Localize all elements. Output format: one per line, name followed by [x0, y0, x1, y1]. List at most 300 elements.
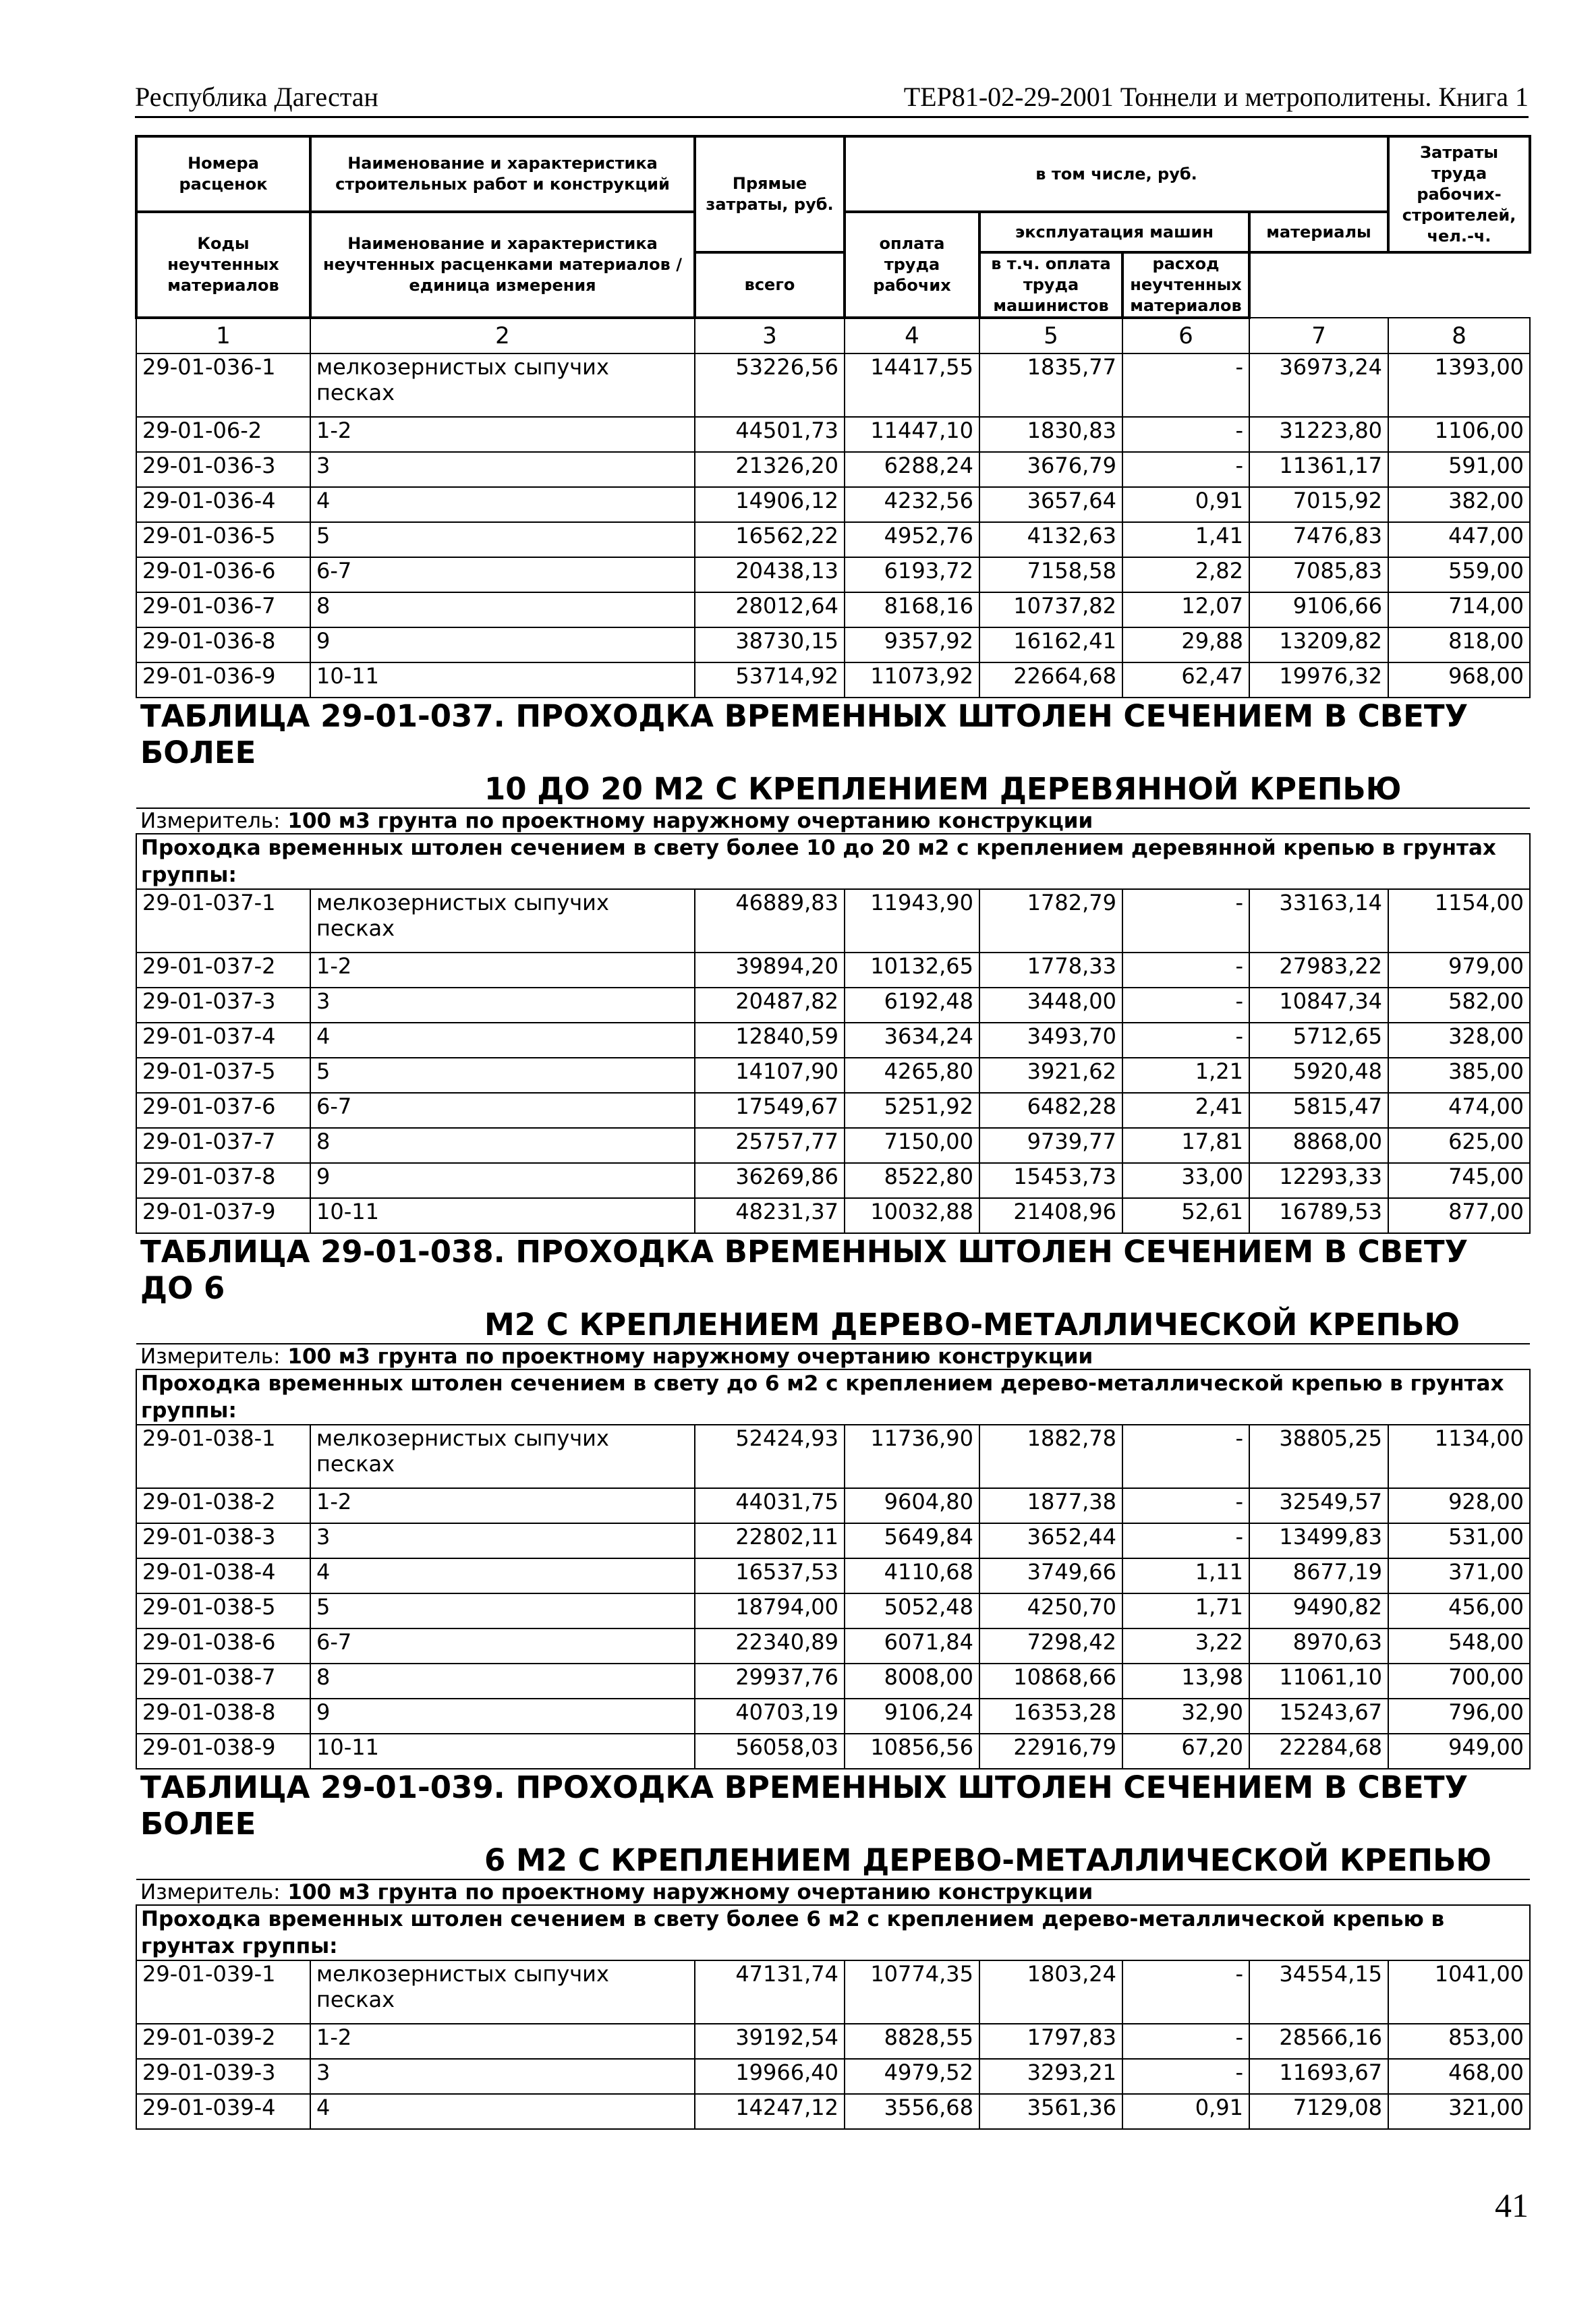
direct-costs-cell: 16562,22 — [695, 522, 845, 557]
worker-pay-cell: 9357,92 — [845, 627, 979, 662]
direct-costs-cell: 53714,92 — [695, 662, 845, 698]
table-row — [136, 417, 1530, 452]
labor-costs-cell: 928,00 — [1388, 1488, 1530, 1523]
operator-pay-cell: - — [1122, 1488, 1249, 1523]
section-description-row — [136, 1905, 1530, 1960]
worker-pay-cell: 8522,80 — [845, 1163, 979, 1198]
rate-code-cell: 29-01-037-6 — [136, 1093, 310, 1128]
header-total: всего — [695, 252, 845, 318]
table-title-row — [136, 1233, 1530, 1344]
column-number: 4 — [845, 318, 979, 353]
direct-costs-cell: 53226,56 — [695, 353, 845, 417]
section-description-text: Проходка временных штолен сечением в свету до 6 м2 с креплением дерево-металлической крепью в грунтах группы: — [141, 1371, 1504, 1423]
labor-costs-cell: 456,00 — [1388, 1593, 1530, 1628]
machines-total-cell: 3921,62 — [979, 1058, 1122, 1093]
table-title-line: ТАБЛИЦА 29-01-038. ПРОХОДКА ВРЕМЕННЫХ ШТОЛЕН СЕЧЕНИЕМ В СВЕТУ ДО 6 — [140, 1234, 1469, 1306]
direct-costs-cell: 12840,59 — [695, 1023, 845, 1058]
labor-costs-cell: 745,00 — [1388, 1163, 1530, 1198]
measurement-label: Измеритель: — [140, 809, 281, 833]
operator-pay-cell: 33,00 — [1122, 1163, 1249, 1198]
table-title-line: 6 М2 С КРЕПЛЕНИЕМ ДЕРЕВО-МЕТАЛЛИЧЕСКОЙ КРЕПЬЮ — [484, 1842, 1492, 1878]
operator-pay-cell: 0,91 — [1122, 487, 1249, 522]
operator-pay-cell: - — [1122, 889, 1249, 953]
operator-pay-cell: - — [1122, 1023, 1249, 1058]
table-row — [136, 627, 1530, 662]
labor-costs-cell: 818,00 — [1388, 627, 1530, 662]
table-row — [136, 1699, 1530, 1734]
table-body — [136, 353, 1530, 2129]
header-work-name: Наименование и характеристика строительных работ и конструкций — [310, 136, 695, 212]
worker-pay-cell: 11447,10 — [845, 417, 979, 452]
section-description-row — [136, 834, 1530, 889]
header-material-consumption: расход неучтенных материалов — [1122, 252, 1249, 318]
worker-pay-cell: 8008,00 — [845, 1664, 979, 1699]
worker-pay-cell: 8168,16 — [845, 592, 979, 627]
machines-total-cell: 3561,36 — [979, 2094, 1122, 2129]
material-consumption-cell: 5920,48 — [1249, 1058, 1388, 1093]
labor-costs-cell: 474,00 — [1388, 1093, 1530, 1128]
labor-costs-cell: 1393,00 — [1388, 353, 1530, 417]
rate-code-cell: 29-01-036-7 — [136, 592, 310, 627]
table-row — [136, 1523, 1530, 1558]
direct-costs-cell: 14906,12 — [695, 487, 845, 522]
worker-pay-cell: 6288,24 — [845, 452, 979, 487]
machines-total-cell: 9739,77 — [979, 1128, 1122, 1163]
column-number: 7 — [1249, 318, 1388, 353]
worker-pay-cell: 5052,48 — [845, 1593, 979, 1628]
machines-total-cell: 1830,83 — [979, 417, 1122, 452]
operator-pay-cell: 2,41 — [1122, 1093, 1249, 1128]
work-name-cell: 4 — [310, 487, 695, 522]
worker-pay-cell: 7150,00 — [845, 1128, 979, 1163]
rate-code-cell: 29-01-036-5 — [136, 522, 310, 557]
work-name-cell: 3 — [310, 988, 695, 1023]
measurement-unit-row — [136, 1344, 1530, 1369]
material-consumption-cell: 11061,10 — [1249, 1664, 1388, 1699]
labor-costs-cell: 877,00 — [1388, 1198, 1530, 1233]
labor-costs-cell: 371,00 — [1388, 1558, 1530, 1593]
table-row — [136, 889, 1530, 953]
column-number: 6 — [1122, 318, 1249, 353]
operator-pay-cell: 0,91 — [1122, 2094, 1249, 2129]
work-name-cell: 3 — [310, 1523, 695, 1558]
worker-pay-cell: 5251,92 — [845, 1093, 979, 1128]
table-title-row — [136, 698, 1530, 808]
machines-total-cell: 1882,78 — [979, 1425, 1122, 1488]
direct-costs-cell: 17549,67 — [695, 1093, 845, 1128]
operator-pay-cell: - — [1122, 988, 1249, 1023]
rate-code-cell: 29-01-037-2 — [136, 953, 310, 988]
labor-costs-cell: 700,00 — [1388, 1664, 1530, 1699]
labor-costs-cell: 468,00 — [1388, 2059, 1530, 2094]
worker-pay-cell: 6192,48 — [845, 988, 979, 1023]
machines-total-cell: 1782,79 — [979, 889, 1122, 953]
direct-costs-cell: 39894,20 — [695, 953, 845, 988]
labor-costs-cell: 796,00 — [1388, 1699, 1530, 1734]
operator-pay-cell: 1,41 — [1122, 522, 1249, 557]
operator-pay-cell: 13,98 — [1122, 1664, 1249, 1699]
material-consumption-cell: 22284,68 — [1249, 1734, 1388, 1769]
labor-costs-cell: 385,00 — [1388, 1058, 1530, 1093]
table-row — [136, 1128, 1530, 1163]
material-consumption-cell: 31223,80 — [1249, 417, 1388, 452]
material-consumption-cell: 33163,14 — [1249, 889, 1388, 953]
machines-total-cell: 4250,70 — [979, 1593, 1122, 1628]
machines-total-cell: 7158,58 — [979, 557, 1122, 592]
rate-code-cell: 29-01-039-1 — [136, 1960, 310, 2024]
machines-total-cell: 10737,82 — [979, 592, 1122, 627]
operator-pay-cell: 1,21 — [1122, 1058, 1249, 1093]
rate-code-cell: 29-01-038-4 — [136, 1558, 310, 1593]
table-row — [136, 1488, 1530, 1523]
measurement-label: Измеритель: — [140, 1344, 281, 1369]
labor-costs-cell: 1154,00 — [1388, 889, 1530, 953]
measurement-value: 100 м3 грунта по проектному наружному очертанию конструкции — [287, 1880, 1093, 1904]
table-row — [136, 353, 1530, 417]
material-consumption-cell: 19976,32 — [1249, 662, 1388, 698]
table-title-line: М2 С КРЕПЛЕНИЕМ ДЕРЕВО-МЕТАЛЛИЧЕСКОЙ КРЕПЬЮ — [484, 1307, 1460, 1342]
column-number: 1 — [136, 318, 310, 353]
table-row — [136, 1558, 1530, 1593]
work-name-cell: 8 — [310, 592, 695, 627]
header-machines: эксплуатация машин — [979, 212, 1249, 252]
direct-costs-cell: 40703,19 — [695, 1699, 845, 1734]
table-row — [136, 953, 1530, 988]
work-name-cell: 5 — [310, 1593, 695, 1628]
machines-total-cell: 10868,66 — [979, 1664, 1122, 1699]
material-consumption-cell: 12293,33 — [1249, 1163, 1388, 1198]
direct-costs-cell: 18794,00 — [695, 1593, 845, 1628]
rate-code-cell: 29-01-037-4 — [136, 1023, 310, 1058]
material-consumption-cell: 7476,83 — [1249, 522, 1388, 557]
machines-total-cell: 4132,63 — [979, 522, 1122, 557]
table-header — [136, 136, 1530, 353]
material-consumption-cell: 5712,65 — [1249, 1023, 1388, 1058]
column-number: 2 — [310, 318, 695, 353]
operator-pay-cell: - — [1122, 1960, 1249, 2024]
machines-total-cell: 22664,68 — [979, 662, 1122, 698]
rate-code-cell: 29-01-037-7 — [136, 1128, 310, 1163]
work-name-cell: 1-2 — [310, 2024, 695, 2059]
operator-pay-cell: 32,90 — [1122, 1699, 1249, 1734]
rate-code-cell: 29-01-038-7 — [136, 1664, 310, 1699]
rate-code-cell: 29-01-036-8 — [136, 627, 310, 662]
table-row — [136, 1163, 1530, 1198]
worker-pay-cell: 8828,55 — [845, 2024, 979, 2059]
worker-pay-cell: 11073,92 — [845, 662, 979, 698]
worker-pay-cell: 4979,52 — [845, 2059, 979, 2094]
labor-costs-cell: 625,00 — [1388, 1128, 1530, 1163]
header-material-codes: Коды неучтенных материалов — [136, 212, 310, 318]
operator-pay-cell: 52,61 — [1122, 1198, 1249, 1233]
direct-costs-cell: 20487,82 — [695, 988, 845, 1023]
labor-costs-cell: 328,00 — [1388, 1023, 1530, 1058]
operator-pay-cell: - — [1122, 2059, 1249, 2094]
direct-costs-cell: 22802,11 — [695, 1523, 845, 1558]
direct-costs-cell: 14107,90 — [695, 1058, 845, 1093]
worker-pay-cell: 3556,68 — [845, 2094, 979, 2129]
header-worker-pay: оплата труда рабочих — [845, 212, 979, 318]
rate-code-cell: 29-01-038-6 — [136, 1628, 310, 1664]
direct-costs-cell: 46889,83 — [695, 889, 845, 953]
work-name-cell: 9 — [310, 627, 695, 662]
direct-costs-cell: 16537,53 — [695, 1558, 845, 1593]
work-name-cell: 6-7 — [310, 1093, 695, 1128]
measurement-unit — [136, 1879, 1530, 1905]
operator-pay-cell: 17,81 — [1122, 1128, 1249, 1163]
direct-costs-cell: 21326,20 — [695, 452, 845, 487]
worker-pay-cell: 10132,65 — [845, 953, 979, 988]
work-name-cell: 6-7 — [310, 557, 695, 592]
work-name-cell: 5 — [310, 522, 695, 557]
machines-total-cell: 1835,77 — [979, 353, 1122, 417]
table-row — [136, 557, 1530, 592]
material-consumption-cell: 8970,63 — [1249, 1628, 1388, 1664]
work-name-cell: мелкозернистых сыпучих песках — [310, 889, 695, 953]
work-name-cell: 6-7 — [310, 1628, 695, 1664]
direct-costs-cell: 19966,40 — [695, 2059, 845, 2094]
table-row — [136, 662, 1530, 698]
worker-pay-cell: 6193,72 — [845, 557, 979, 592]
material-consumption-cell: 5815,47 — [1249, 1093, 1388, 1128]
material-consumption-cell: 7129,08 — [1249, 2094, 1388, 2129]
labor-costs-cell: 447,00 — [1388, 522, 1530, 557]
section-description — [136, 1369, 1530, 1425]
measurement-unit — [136, 808, 1530, 834]
rate-code-cell: 29-01-039-2 — [136, 2024, 310, 2059]
rate-code-cell: 29-01-036-3 — [136, 452, 310, 487]
machines-total-cell: 1803,24 — [979, 1960, 1122, 2024]
measurement-unit-row — [136, 808, 1530, 834]
rate-code-cell: 29-01-037-1 — [136, 889, 310, 953]
operator-pay-cell: 3,22 — [1122, 1628, 1249, 1664]
operator-pay-cell: 67,20 — [1122, 1734, 1249, 1769]
table-row — [136, 988, 1530, 1023]
direct-costs-cell: 25757,77 — [695, 1128, 845, 1163]
table-row — [136, 1628, 1530, 1664]
machines-total-cell: 3448,00 — [979, 988, 1122, 1023]
direct-costs-cell: 14247,12 — [695, 2094, 845, 2129]
rate-code-cell: 29-01-038-3 — [136, 1523, 310, 1558]
direct-costs-cell: 29937,76 — [695, 1664, 845, 1699]
work-name-cell: 4 — [310, 2094, 695, 2129]
rate-code-cell: 29-01-036-9 — [136, 662, 310, 698]
material-consumption-cell: 34554,15 — [1249, 1960, 1388, 2024]
work-name-cell: 3 — [310, 2059, 695, 2094]
machines-total-cell: 22916,79 — [979, 1734, 1122, 1769]
worker-pay-cell: 4110,68 — [845, 1558, 979, 1593]
rate-code-cell: 29-01-038-9 — [136, 1734, 310, 1769]
table-title-line: ТАБЛИЦА 29-01-039. ПРОХОДКА ВРЕМЕННЫХ ШТОЛЕН СЕЧЕНИЕМ В СВЕТУ БОЛЕЕ — [140, 1769, 1469, 1842]
header-region: Республика Дагестан — [135, 82, 378, 112]
direct-costs-cell: 38730,15 — [695, 627, 845, 662]
table-title — [136, 698, 1530, 808]
material-consumption-cell: 16789,53 — [1249, 1198, 1388, 1233]
table-row — [136, 1734, 1530, 1769]
work-name-cell: 1-2 — [310, 417, 695, 452]
header-labor-costs: Затраты труда рабочих-строителей, чел.-ч. — [1388, 136, 1530, 252]
labor-costs-cell: 714,00 — [1388, 592, 1530, 627]
operator-pay-cell: - — [1122, 452, 1249, 487]
operator-pay-cell: - — [1122, 1425, 1249, 1488]
machines-total-cell: 1778,33 — [979, 953, 1122, 988]
column-number: 8 — [1388, 318, 1530, 353]
section-description — [136, 1905, 1530, 1960]
rate-code-cell: 29-01-036-4 — [136, 487, 310, 522]
machines-total-cell: 1797,83 — [979, 2024, 1122, 2059]
material-consumption-cell: 36973,24 — [1249, 353, 1388, 417]
operator-pay-cell: 1,71 — [1122, 1593, 1249, 1628]
table-row — [136, 2059, 1530, 2094]
table-row — [136, 1058, 1530, 1093]
labor-costs-cell: 968,00 — [1388, 662, 1530, 698]
table-title — [136, 1769, 1530, 1879]
worker-pay-cell: 3634,24 — [845, 1023, 979, 1058]
work-name-cell: 4 — [310, 1023, 695, 1058]
worker-pay-cell: 11943,90 — [845, 889, 979, 953]
machines-total-cell: 3749,66 — [979, 1558, 1122, 1593]
rate-code-cell: 29-01-036-6 — [136, 557, 310, 592]
labor-costs-cell: 531,00 — [1388, 1523, 1530, 1558]
labor-costs-cell: 1041,00 — [1388, 1960, 1530, 2024]
material-consumption-cell: 8868,00 — [1249, 1128, 1388, 1163]
work-name-cell: 3 — [310, 452, 695, 487]
work-name-cell: 8 — [310, 1128, 695, 1163]
material-consumption-cell: 7015,92 — [1249, 487, 1388, 522]
table-title-line: ТАБЛИЦА 29-01-037. ПРОХОДКА ВРЕМЕННЫХ ШТОЛЕН СЕЧЕНИЕМ В СВЕТУ БОЛЕЕ — [140, 698, 1469, 770]
rate-code-cell: 29-01-038-1 — [136, 1425, 310, 1488]
table-row — [136, 1960, 1530, 2024]
machines-total-cell: 3293,21 — [979, 2059, 1122, 2094]
rate-code-cell: 29-01-038-2 — [136, 1488, 310, 1523]
worker-pay-cell: 4952,76 — [845, 522, 979, 557]
labor-costs-cell: 591,00 — [1388, 452, 1530, 487]
material-consumption-cell: 7085,83 — [1249, 557, 1388, 592]
direct-costs-cell: 28012,64 — [695, 592, 845, 627]
work-name-cell: 1-2 — [310, 1488, 695, 1523]
section-description-text: Проходка временных штолен сечением в свету более 6 м2 с креплением дерево-металлической крепью в грунтах группы: — [141, 1907, 1445, 1958]
labor-costs-cell: 321,00 — [1388, 2094, 1530, 2129]
machines-total-cell: 3657,64 — [979, 487, 1122, 522]
material-consumption-cell: 11693,67 — [1249, 2059, 1388, 2094]
table-row — [136, 452, 1530, 487]
column-number: 5 — [979, 318, 1122, 353]
table-row — [136, 2024, 1530, 2059]
table-row — [136, 522, 1530, 557]
rate-code-cell: 29-01-037-8 — [136, 1163, 310, 1198]
header-including: в том числе, руб. — [845, 136, 1388, 212]
labor-costs-cell: 582,00 — [1388, 988, 1530, 1023]
machines-total-cell: 1877,38 — [979, 1488, 1122, 1523]
page-header — [135, 76, 1529, 118]
direct-costs-cell: 47131,74 — [695, 1960, 845, 2024]
rate-code-cell: 29-01-036-1 — [136, 353, 310, 417]
rate-code-cell: 29-01-038-5 — [136, 1593, 310, 1628]
measurement-unit — [136, 1344, 1530, 1369]
direct-costs-cell: 52424,93 — [695, 1425, 845, 1488]
direct-costs-cell: 44031,75 — [695, 1488, 845, 1523]
rate-code-cell: 29-01-038-8 — [136, 1699, 310, 1734]
work-name-cell: 9 — [310, 1163, 695, 1198]
machines-total-cell: 3676,79 — [979, 452, 1122, 487]
section-description-row — [136, 1369, 1530, 1425]
worker-pay-cell: 4232,56 — [845, 487, 979, 522]
machines-total-cell: 16353,28 — [979, 1699, 1122, 1734]
operator-pay-cell: 1,11 — [1122, 1558, 1249, 1593]
work-name-cell: 5 — [310, 1058, 695, 1093]
labor-costs-cell: 382,00 — [1388, 487, 1530, 522]
work-name-cell: 4 — [310, 1558, 695, 1593]
worker-pay-cell: 14417,55 — [845, 353, 979, 417]
direct-costs-cell: 36269,86 — [695, 1163, 845, 1198]
header-materials: материалы — [1249, 212, 1388, 252]
table-title — [136, 1233, 1530, 1344]
direct-costs-cell: 22340,89 — [695, 1628, 845, 1664]
header-direct-costs: Прямые затраты, руб. — [695, 136, 845, 252]
operator-pay-cell: 29,88 — [1122, 627, 1249, 662]
material-consumption-cell: 27983,22 — [1249, 953, 1388, 988]
rate-code-cell: 29-01-037-9 — [136, 1198, 310, 1233]
table-row — [136, 1093, 1530, 1128]
rate-code-cell: 29-01-039-4 — [136, 2094, 310, 2129]
machines-total-cell: 7298,42 — [979, 1628, 1122, 1664]
machines-total-cell: 3493,70 — [979, 1023, 1122, 1058]
material-consumption-cell: 8677,19 — [1249, 1558, 1388, 1593]
operator-pay-cell: - — [1122, 417, 1249, 452]
labor-costs-cell: 559,00 — [1388, 557, 1530, 592]
operator-pay-cell: - — [1122, 1523, 1249, 1558]
worker-pay-cell: 6071,84 — [845, 1628, 979, 1664]
machines-total-cell: 6482,28 — [979, 1093, 1122, 1128]
machines-total-cell: 21408,96 — [979, 1198, 1122, 1233]
worker-pay-cell: 5649,84 — [845, 1523, 979, 1558]
table-row — [136, 487, 1530, 522]
machines-total-cell: 15453,73 — [979, 1163, 1122, 1198]
material-consumption-cell: 38805,25 — [1249, 1425, 1388, 1488]
rate-code-cell: 29-01-037-5 — [136, 1058, 310, 1093]
worker-pay-cell: 9604,80 — [845, 1488, 979, 1523]
work-name-cell: мелкозернистых сыпучих песках — [310, 1960, 695, 2024]
operator-pay-cell: - — [1122, 353, 1249, 417]
column-numbers-row — [136, 318, 1530, 353]
header-document-code: ТЕР81-02-29-2001 Тоннели и метрополитены. Книга 1 — [903, 82, 1529, 112]
material-consumption-cell: 9490,82 — [1249, 1593, 1388, 1628]
table-row — [136, 1593, 1530, 1628]
material-consumption-cell: 13499,83 — [1249, 1523, 1388, 1558]
direct-costs-cell: 48231,37 — [695, 1198, 845, 1233]
direct-costs-cell: 20438,13 — [695, 557, 845, 592]
labor-costs-cell: 949,00 — [1388, 1734, 1530, 1769]
header-material-name: Наименование и характеристика неучтенных расценками материалов / единица измерения — [310, 212, 695, 318]
worker-pay-cell: 10856,56 — [845, 1734, 979, 1769]
table-row — [136, 1023, 1530, 1058]
table-row — [136, 1198, 1530, 1233]
worker-pay-cell: 11736,90 — [845, 1425, 979, 1488]
operator-pay-cell: 2,82 — [1122, 557, 1249, 592]
labor-costs-cell: 548,00 — [1388, 1628, 1530, 1664]
rate-code-cell: 29-01-037-3 — [136, 988, 310, 1023]
work-name-cell: мелкозернистых сыпучих песках — [310, 1425, 695, 1488]
material-consumption-cell: 15243,67 — [1249, 1699, 1388, 1734]
machines-total-cell: 16162,41 — [979, 627, 1122, 662]
work-name-cell: мелкозернистых сыпучих песках — [310, 353, 695, 417]
work-name-cell: 1-2 — [310, 953, 695, 988]
table-title-line: 10 ДО 20 М2 С КРЕПЛЕНИЕМ ДЕРЕВЯННОЙ КРЕПЬЮ — [484, 771, 1402, 807]
worker-pay-cell: 10774,35 — [845, 1960, 979, 2024]
worker-pay-cell: 10032,88 — [845, 1198, 979, 1233]
operator-pay-cell: - — [1122, 953, 1249, 988]
measurement-label: Измеритель: — [140, 1880, 281, 1904]
